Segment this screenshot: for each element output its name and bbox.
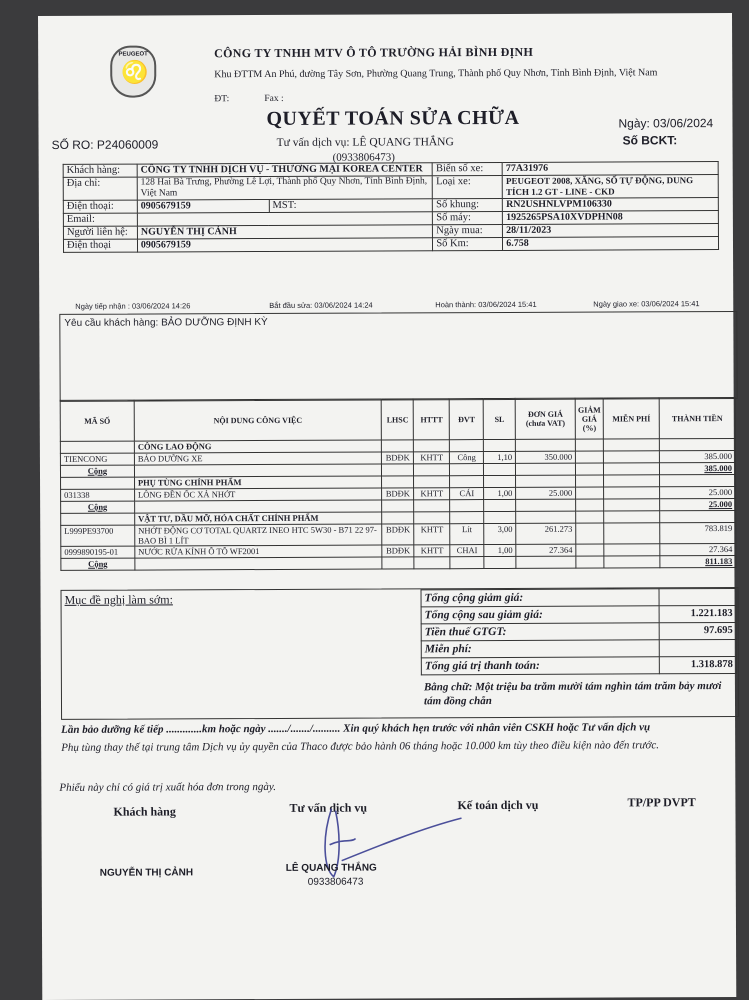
header-discount: GIẢM GIÁ (%) xyxy=(575,398,603,439)
item-httt: KHTT xyxy=(414,524,450,545)
work-items-table xyxy=(60,397,737,571)
after-discount-value: 1.221.183 xyxy=(659,605,736,622)
item-content: LÔNG ĐỀN ỐC XẢ NHỚT xyxy=(135,488,382,501)
discount-total-label: Tổng cộng giảm giá: xyxy=(421,589,659,607)
free-value xyxy=(659,639,736,656)
chassis-value: RN2USHNLVPM106330 xyxy=(503,198,719,212)
item-code: 031338 xyxy=(61,489,135,501)
engine-label: Số máy: xyxy=(433,211,503,224)
km-label: Số Km: xyxy=(433,237,503,250)
item-httt: KHTT xyxy=(414,452,450,464)
item-price: 25.000 xyxy=(516,487,576,499)
phone-value: 0905679159 xyxy=(137,199,269,213)
item-content: NHỚT ĐỘNG CƠ TOTAL QUARTZ INEO HTC 5W30 - B71 22 97-BAO BÌ 1 LÍT xyxy=(135,524,382,546)
item-code: L999PE93700 xyxy=(61,525,135,546)
company-name: CÔNG TY TNHH MTV Ô TÔ TRƯỜNG HẢI BÌNH ĐỊNH xyxy=(214,44,534,61)
advisor-name: LÊ QUANG THẮNG xyxy=(285,862,377,874)
item-total: 25.000 xyxy=(660,486,736,498)
section-title: CÔNG LAO ĐỘNG xyxy=(134,440,381,453)
phone2-value: 0905679159 xyxy=(137,238,432,252)
invoice-note: Phiếu này chỉ có giá trị xuất hóa đơn trong ngày. xyxy=(59,780,276,794)
amount-in-words: Bằng chữ: Một triệu ba trăm mười tám nghìn tám trăm bảy mươi tám đồng chẵn xyxy=(423,680,722,708)
subtotal-value: 385.000 xyxy=(659,462,735,474)
plate-label: Biển số xe: xyxy=(432,162,502,175)
subtotal-value: 25.000 xyxy=(660,498,736,510)
customer-value: CÔNG TY TNHH DỊCH VỤ - THƯƠNG MẠI KOREA CENTER xyxy=(137,163,432,177)
grand-total-value: 1.318.878 xyxy=(659,656,736,673)
service-advisor: Tư vấn dịch vụ: LÊ QUANG THẮNG xyxy=(276,136,454,149)
subtotal-label: Cộng xyxy=(60,465,134,477)
item-qty: 1,00 xyxy=(484,544,516,556)
company-tel-label: ĐT: xyxy=(214,94,230,105)
item-httt: KHTT xyxy=(414,545,450,557)
table-row xyxy=(61,522,736,546)
dates-row xyxy=(63,299,719,311)
address-value: 128 Hai Bà Trưng, Phường Lê Lợi, Thành phố Quy Nhơn, Tỉnh Bình Định, Việt Nam xyxy=(137,176,433,200)
manager-sign-label: TP/PP DVPT xyxy=(627,795,696,810)
item-qty: 3,00 xyxy=(484,523,516,544)
document-title: QUYẾT TOÁN SỬA CHỮA xyxy=(266,106,520,131)
item-total: 27.364 xyxy=(660,543,736,555)
customer-request-box xyxy=(59,311,737,402)
advisor-sign-label: Tư vấn dịch vụ xyxy=(289,800,368,815)
subtotal-label: Cộng xyxy=(61,558,135,570)
car-type-value: PEUGEOT 2008, XĂNG, SỐ TỰ ĐỘNG, DUNG TÍCH 1.2 GT - LINE - CKD xyxy=(502,175,718,199)
item-qty: 1,00 xyxy=(484,487,516,499)
after-discount-label: Tổng cộng sau giảm giá: xyxy=(421,606,659,624)
chassis-label: Số khung: xyxy=(433,198,503,211)
vat-value: 97.695 xyxy=(659,622,736,639)
item-dvt: Công xyxy=(450,452,484,464)
accountant-sign-label: Kế toán dịch vụ xyxy=(457,797,539,813)
discount-total-value xyxy=(659,588,736,605)
item-dvt: Lít xyxy=(450,524,484,545)
document-date: Ngày: 03/06/2024 xyxy=(618,116,714,131)
header-sl: SL xyxy=(483,398,515,439)
subtotal-value: 811.183 xyxy=(660,555,736,567)
header-httt: HTTT xyxy=(413,399,449,440)
recommendation-label: Mục đề nghị làm sớm: xyxy=(64,592,173,607)
customer-request: Yêu cầu khách hàng: BẢO DƯỠNG ĐỊNH KỲ xyxy=(64,317,268,329)
header-free: MIỄN PHÍ xyxy=(603,398,659,439)
item-code: TIENCONG xyxy=(60,453,134,465)
item-code: 0999890195-01 xyxy=(61,546,135,558)
mst-label: MST: xyxy=(269,199,433,213)
purchase-date-label: Ngày mua: xyxy=(433,224,503,237)
start-date: Bắt đầu sửa: 03/06/2024 14:24 xyxy=(269,300,373,310)
section-title: PHỤ TÙNG CHÍNH PHẨM xyxy=(134,476,381,489)
contact-label: Người liên hệ: xyxy=(63,226,137,239)
advisor-signature xyxy=(311,798,471,889)
item-price: 27.364 xyxy=(516,544,576,556)
item-qty: 1,10 xyxy=(484,451,516,463)
section-title: VẬT TƯ, DẦU MỠ, HÓA CHẤT CHÍNH PHẨM xyxy=(135,512,382,525)
address-label: Địa chỉ: xyxy=(63,177,137,200)
item-lhsc: BDĐK xyxy=(382,545,414,557)
ro-number: SỐ RO: P24060009 xyxy=(51,137,159,152)
repair-settlement-document xyxy=(38,13,736,1000)
peugeot-logo xyxy=(110,45,156,97)
item-price: 261.273 xyxy=(516,523,576,544)
customer-label: Khách hàng: xyxy=(63,164,137,177)
phone-label: Điện thoại: xyxy=(63,200,137,213)
subtotal-row xyxy=(61,555,736,570)
bckt-number: Số BCKT: xyxy=(622,133,678,148)
next-service-note: Lần bảo dưỡng kế tiếp .............km hoặc ngày ......./......./.......... Xin quý khách hẹn trước với nhân viên CSKH hoặc Tư vấn dịch vụ xyxy=(61,721,651,736)
service-advisor-phone: (0933806473) xyxy=(332,151,395,164)
grand-total-label: Tổng giá trị thanh toán: xyxy=(421,657,659,675)
contact-value: NGUYỄN THỊ CẢNH xyxy=(137,225,432,239)
company-address: Khu ĐTTM An Phú, đường Tây Sơn, Phường Quang Trung, Thành phố Quy Nhơn, Tỉnh Bình Định, Việt Nam xyxy=(214,67,658,81)
logo-text: PEUGEOT xyxy=(118,51,148,58)
email-value xyxy=(137,212,432,226)
item-httt: KHTT xyxy=(414,488,450,500)
header-dvt: ĐVT xyxy=(449,399,483,440)
customer-sign-label: Khách hàng xyxy=(113,804,176,819)
email-label: Email: xyxy=(63,213,137,226)
item-content: NƯỚC RỬA KÍNH Ô TÔ WF2001 xyxy=(135,545,382,558)
item-lhsc: BDĐK xyxy=(382,452,414,464)
item-total: 385.000 xyxy=(659,450,735,462)
customer-name: NGUYỄN THỊ CẢNH xyxy=(99,867,194,879)
delivery-date: Ngày giao xe: 03/06/2024 15:41 xyxy=(593,299,700,309)
item-total: 783.819 xyxy=(660,522,736,543)
header-price: ĐƠN GIÁ (chưa VAT) xyxy=(515,398,575,439)
item-lhsc: BDĐK xyxy=(382,524,414,545)
table-header xyxy=(60,397,735,441)
item-content: BẢO DƯỠNG XE xyxy=(134,452,381,465)
summary-box xyxy=(61,587,740,720)
phone2-label: Điện thoại xyxy=(63,239,137,252)
received-date: Ngày tiếp nhận : 03/06/2024 14:26 xyxy=(75,301,191,311)
purchase-date-value: 28/11/2023 xyxy=(503,224,719,238)
item-dvt: CHAI xyxy=(450,545,484,557)
item-lhsc: BDĐK xyxy=(382,488,414,500)
company-fax-label: Fax : xyxy=(264,93,284,105)
warranty-note: Phụ tùng thay thế tại trung tâm Dịch vụ ủy quyền của Thaco được bảo hành 06 tháng hoặc 10.000 km tùy theo điều kiện nào đến trước. xyxy=(61,739,659,754)
header-total: THÀNH TIỀN xyxy=(659,397,735,438)
advisor-sign-phone: 0933806473 xyxy=(307,876,364,888)
totals-table xyxy=(421,588,737,675)
vat-label: Tiền thuế GTGT: xyxy=(421,623,659,641)
finish-date: Hoàn thành: 03/06/2024 15:41 xyxy=(435,299,537,310)
header-lhsc: LHSC xyxy=(382,399,414,440)
item-dvt: CÁI xyxy=(450,488,484,500)
item-price: 350.000 xyxy=(516,451,576,463)
km-value: 6.758 xyxy=(503,237,719,251)
plate-value: 77A31976 xyxy=(502,162,718,176)
free-label: Miễn phí: xyxy=(421,640,659,658)
header-code: MÃ SỐ xyxy=(60,400,134,441)
lion-icon: ♌ xyxy=(121,59,149,85)
engine-value: 1925265PSA10XVDPHN08 xyxy=(503,211,719,225)
header-content: NỘI DUNG CÔNG VIỆC xyxy=(134,399,382,441)
customer-vehicle-table xyxy=(63,161,719,253)
subtotal-label: Cộng xyxy=(61,501,135,513)
car-type-label: Loại xe: xyxy=(433,175,503,198)
